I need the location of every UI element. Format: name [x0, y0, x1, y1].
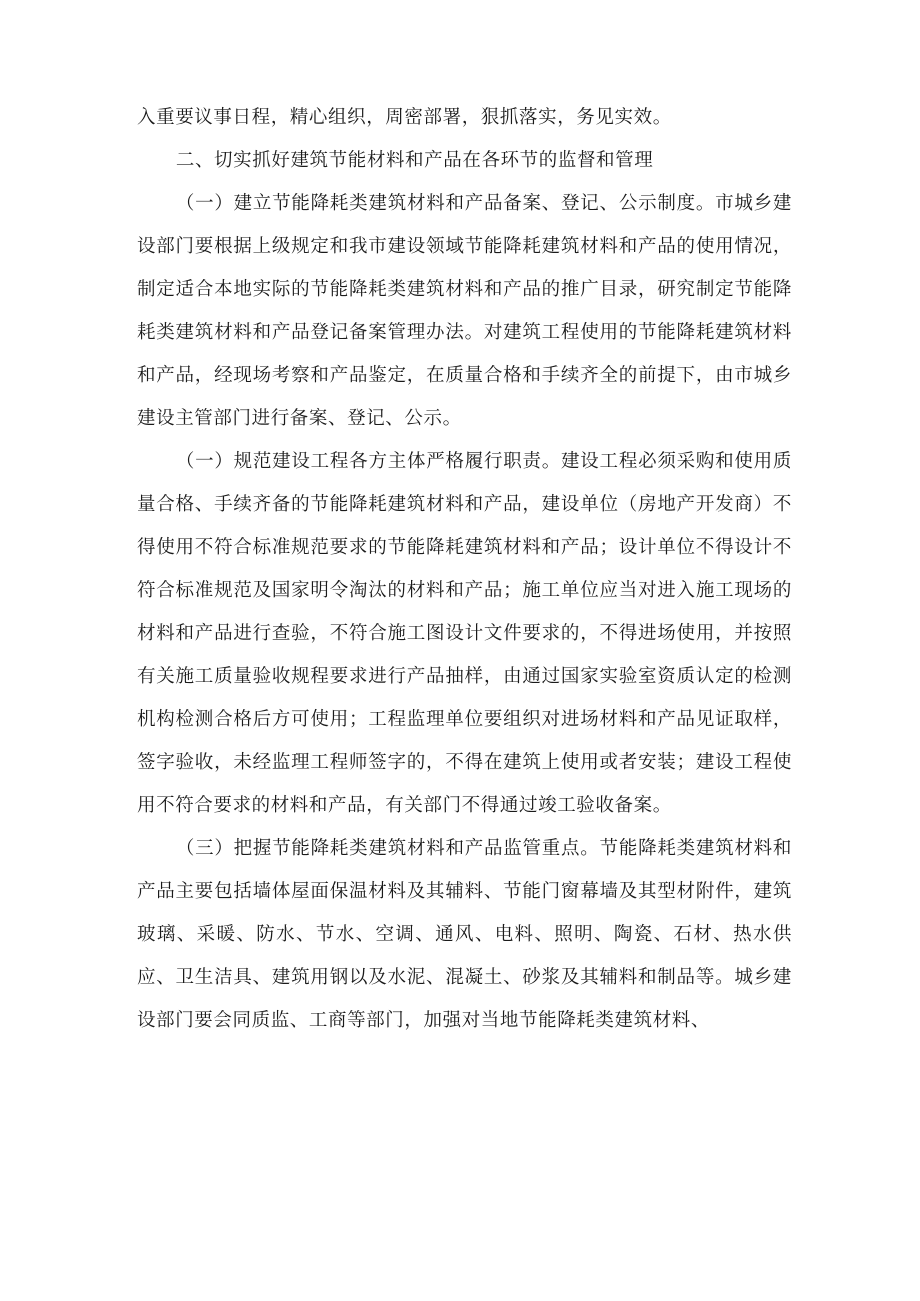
paragraph-party-responsibilities: （一）规范建设工程各方主体严格履行职责。建设工程必须采购和使用质量合格、手续齐备的节能降耗建筑材料和产品，建设单位（房地产开发商）不得使用不符合标准规范要求的节能降耗建筑材料和产品；设计单位不得设计不符合标准规范及国家明令淘汰的材料和产品；施工单位应当对进入施工现场的材料和产品进行查验，不符合施工图设计文件要求的，不得进场使用，并按照有关施工质量验收规程要求进行产品抽样，由通过国家实验室资质认定的检测机构检测合格后方可使用；工程监理单位要组织对进场材料和产品见证取样，签字验收，未经监理工程师签字的，不得在建筑上使用或者安装；建设工程使用不符合要求的材料和产品，有关部门不得通过竣工验收备案。 [137, 451, 792, 816]
paragraph-continuation: 入重要议事日程，精心组织，周密部署，狠抓落实，务见实效。 [137, 107, 672, 128]
section-heading: 二、切实抓好建筑节能材料和产品在各环节的监督和管理 [175, 150, 654, 171]
document-body [137, 96, 792, 1042]
paragraph-supervision-focus: （三）把握节能降耗类建筑材料和产品监管重点。节能降耗类建筑材料和产品主要包括墙体屋面保温材料及其辅料、节能门窗幕墙及其型材附件，建筑玻璃、采暖、防水、节水、空调、通风、电料、照明、陶瓷、石材、热水供应、卫生洁具、建筑用钢以及水泥、混凝土、砂浆及其辅料和制品等。城乡建设部门要会同质监、工商等部门，加强对当地节能降耗类建筑材料、 [137, 838, 792, 1031]
paragraph-registration-system: （一）建立节能降耗类建筑材料和产品备案、登记、公示制度。市城乡建设部门要根据上级规定和我市建设领域节能降耗建筑材料和产品的使用情况，制定适合本地实际的节能降耗类建筑材料和产品的推广目录，研究制定节能降耗类建筑材料和产品登记备案管理办法。对建筑工程使用的节能降耗建筑材料和产品，经现场考察和产品鉴定，在质量合格和手续齐全的前提下，由市城乡建设主管部门进行备案、登记、公示。 [137, 193, 792, 429]
